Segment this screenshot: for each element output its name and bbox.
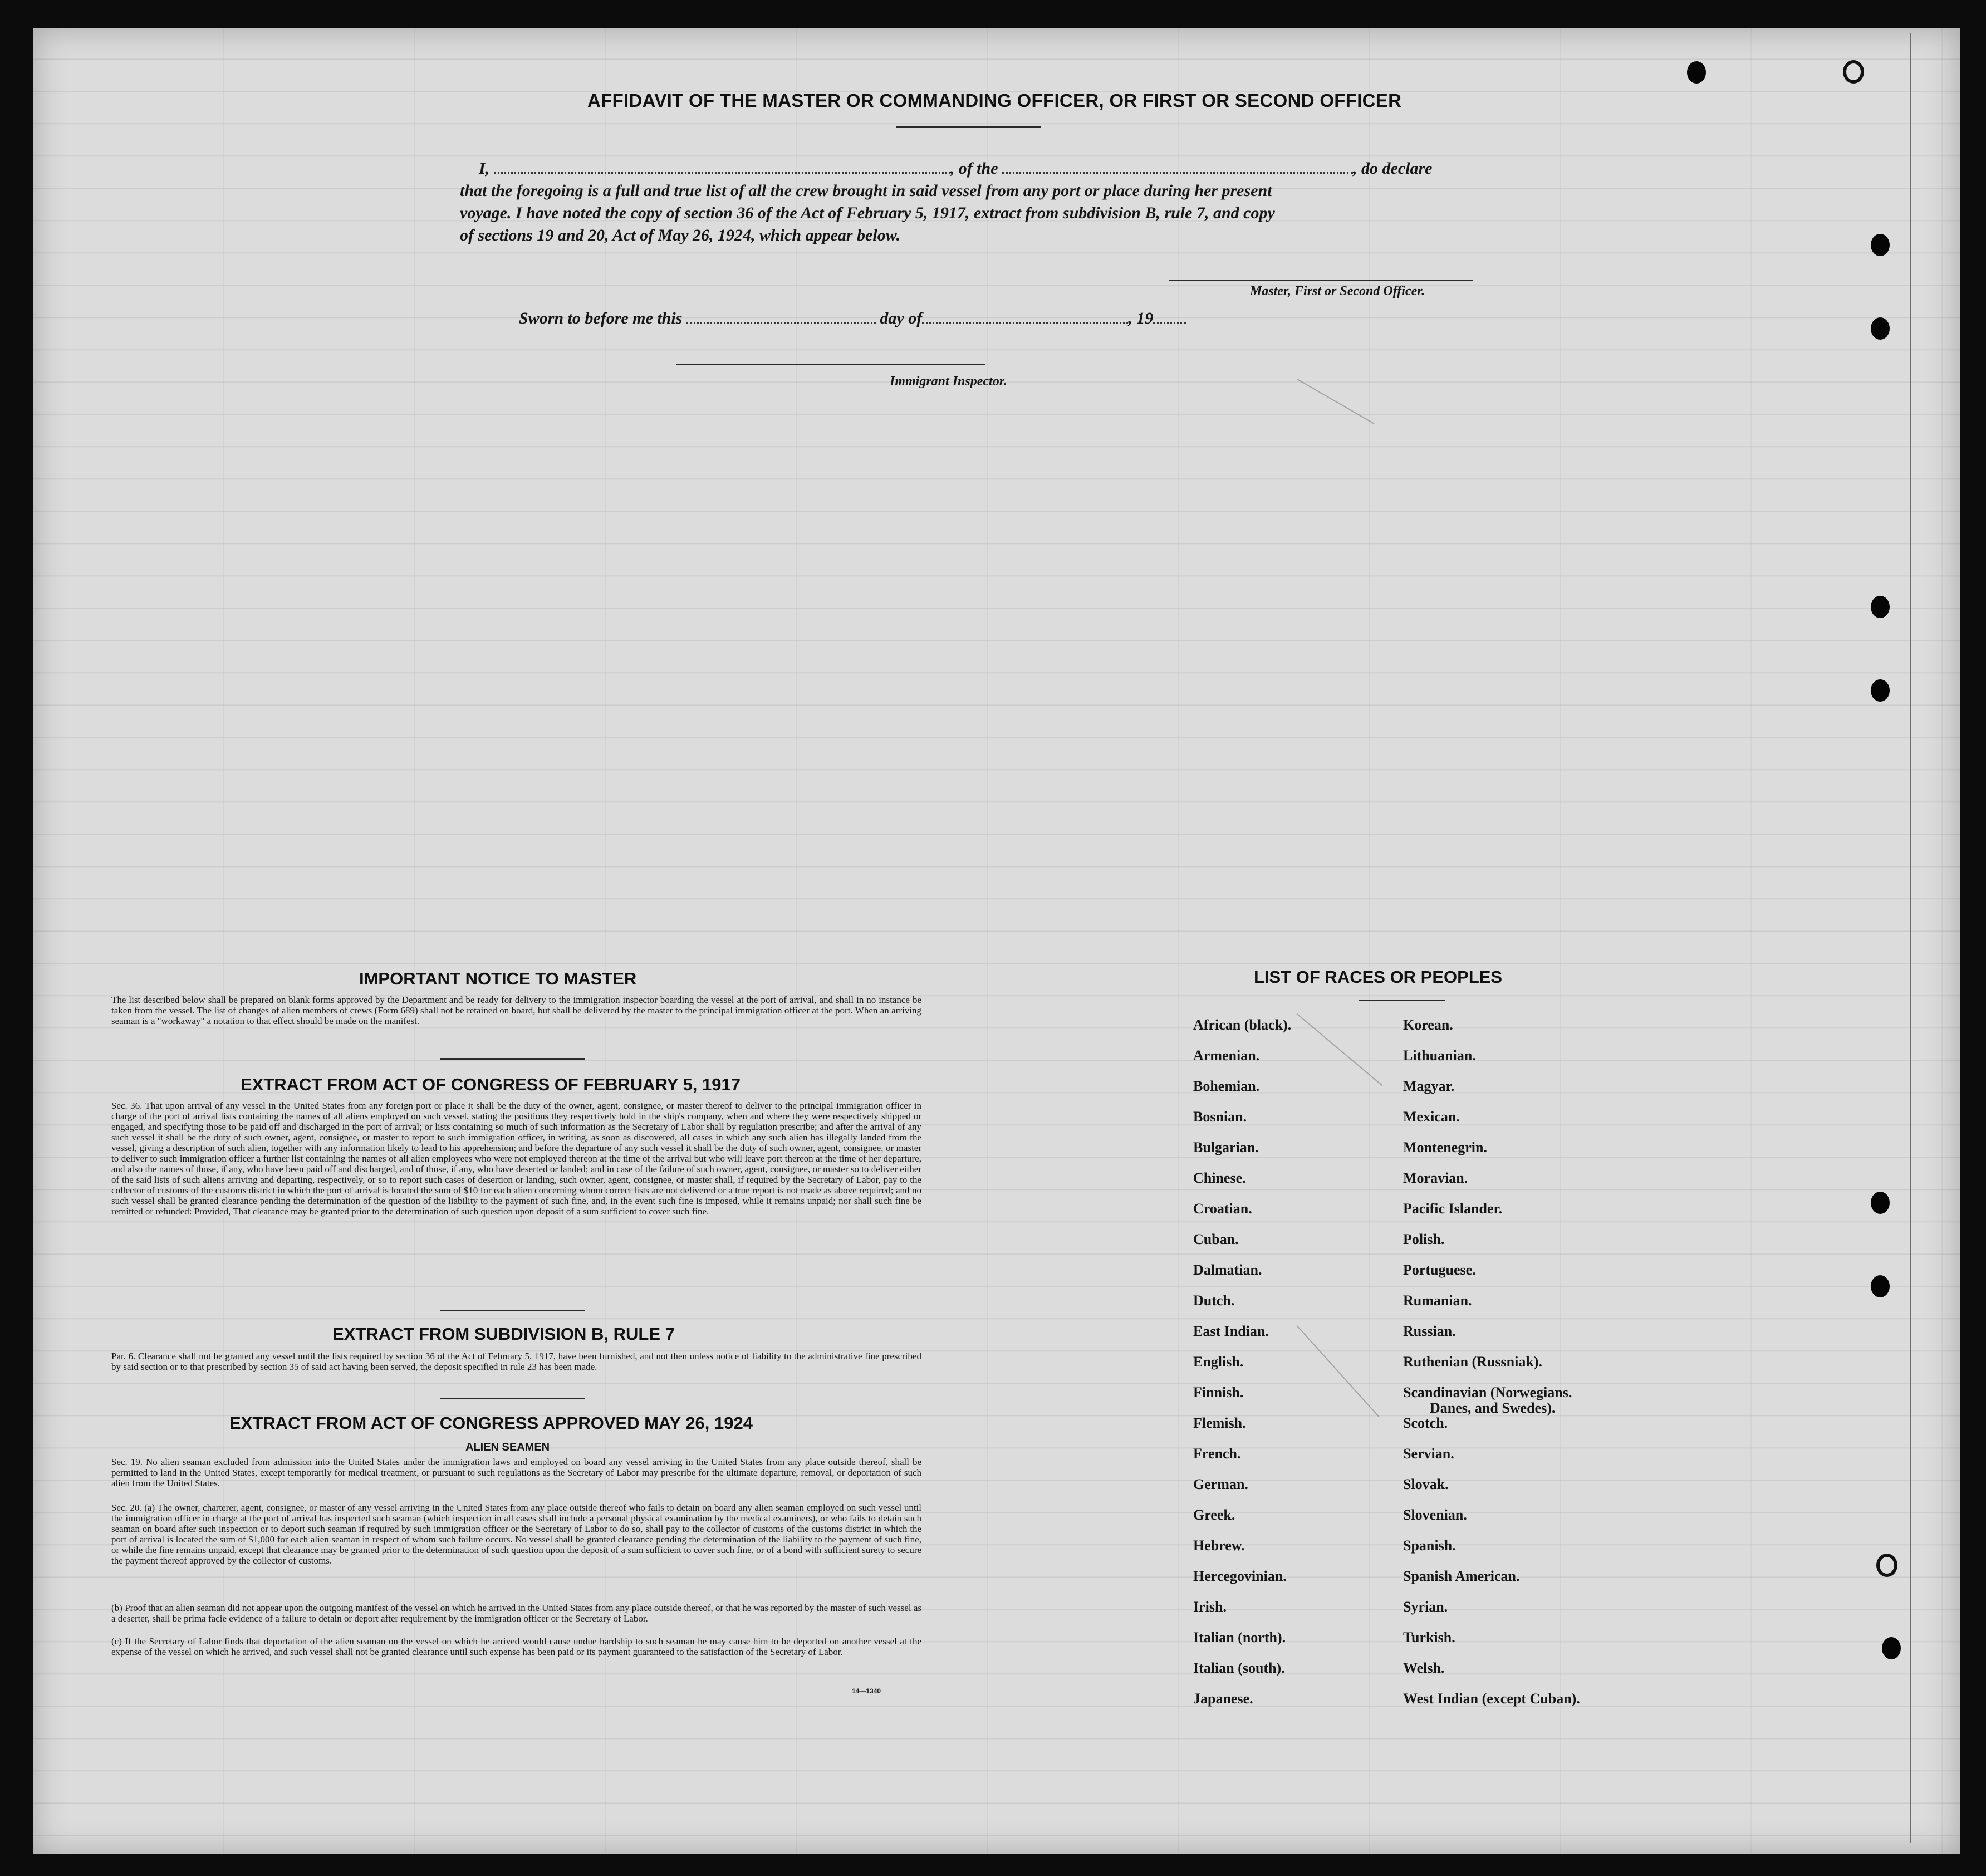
extract-1917-divider: [440, 1310, 585, 1311]
sworn-day-field[interactable]: [686, 322, 876, 324]
rule7-divider: [440, 1398, 585, 1399]
race-item-left: Bohemian.: [1193, 1078, 1260, 1094]
race-item-left: Bosnian.: [1193, 1109, 1247, 1125]
race-item-left: Chinese.: [1193, 1170, 1246, 1186]
race-item-left: Italian (south).: [1193, 1660, 1285, 1676]
race-item-right: Spanish.: [1403, 1537, 1456, 1554]
declaration-line-3: voyage. I have noted the copy of section 36 of the Act of February 5, 1917, extract from subdivision B, rule 7, and copy: [460, 204, 1275, 222]
do-declare-label: , do declare: [1353, 159, 1433, 178]
extract-1917-title: EXTRACT FROM ACT OF CONGRESS OF FEBRUARY 5, 1917: [241, 1075, 741, 1094]
notice-divider: [440, 1058, 585, 1060]
extract-1924-title: EXTRACT FROM ACT OF CONGRESS APPROVED MAY 26, 1924: [229, 1413, 753, 1433]
day-of-label: day of: [880, 309, 923, 327]
inspector-signature-line[interactable]: [676, 364, 985, 365]
sworn-year-field[interactable]: [1153, 322, 1186, 324]
races-left-column: [1193, 1017, 1405, 1718]
binder-hole-ring: [1843, 60, 1864, 84]
binder-hole: [1687, 61, 1706, 84]
race-item-left: African (black).: [1193, 1017, 1292, 1033]
race-item-right: Moravian.: [1403, 1170, 1468, 1186]
declaration-line-4: of sections 19 and 20, Act of May 26, 1924, which appear below.: [460, 226, 901, 244]
race-item-right: Servian.: [1403, 1446, 1454, 1462]
declarant-prefix: I,: [479, 159, 490, 178]
race-item-right: Welsh.: [1403, 1660, 1445, 1676]
race-item-left: Croatian.: [1193, 1201, 1252, 1217]
race-item-right: Scotch.: [1403, 1415, 1448, 1431]
race-item-right: Korean.: [1403, 1017, 1453, 1033]
section-20c-text: (c) If the Secretary of Labor finds that deportation of the alien seaman on the vessel on which he arrived would cause undue hardship to such seaman he may cause him to be deported on another vessel at the expense of the vessel on which he arrived, and such vessel shall not be granted clearance until such expense has been paid or its payment guaranteed to the satisfaction of the Secretary of Labor.: [111, 1636, 921, 1657]
alien-seamen-subtitle: ALIEN SEAMEN: [465, 1441, 550, 1453]
binder-hole: [1871, 679, 1890, 702]
race-item-right: Slovak.: [1403, 1476, 1449, 1492]
race-item-left: English.: [1193, 1354, 1244, 1370]
race-item-right: Danes, and Swedes).: [1430, 1400, 1556, 1416]
races-title-rule: [1359, 1000, 1445, 1001]
declaration-line-1: [479, 159, 1432, 178]
declarant-name-field[interactable]: [494, 172, 950, 174]
year-prefix-label: , 19: [1128, 309, 1154, 327]
race-item-left: Cuban.: [1193, 1231, 1239, 1247]
binder-hole: [1871, 1192, 1890, 1214]
race-item-right: Portuguese.: [1403, 1262, 1476, 1278]
race-item-left: Hebrew.: [1193, 1537, 1245, 1554]
notice-title: IMPORTANT NOTICE TO MASTER: [359, 969, 637, 988]
race-item-left: Bulgarian.: [1193, 1139, 1259, 1155]
race-item-right: Spanish American.: [1403, 1568, 1520, 1584]
race-item-right: Magyar.: [1403, 1078, 1455, 1094]
race-item-right: Syrian.: [1403, 1599, 1448, 1615]
affidavit-title: AFFIDAVIT OF THE MASTER OR COMMANDING OFFICER, OR FIRST OR SECOND OFFICER: [587, 90, 1402, 111]
race-item-left: Japanese.: [1193, 1691, 1253, 1707]
race-item-right: Ruthenian (Russniak).: [1403, 1354, 1542, 1370]
extract-1917-text: Sec. 36. That upon arrival of any vessel in the United States from any foreign port or place it shall be the duty of the owner, agent, consignee, or master thereof to deliver to the principal immigration officer in charge of the port of arrival lists containing the names of all aliens employed on such vessel, stating the positions they respectively hold in the ship's company, when and where they were respectively shipped or engaged, and specifying those to be paid off and discharged in the port of arrival; or lists containing so much of such information as the Secretary of Labor shall by regulation prescribe; and after the arrival of any such vessel it shall be the duty of such owner, agent, consignee, or master to report to such immigration officer, in writing, as soon as discovered, all cases in which any such alien has illegally landed from the vessel, giving a description of such alien, together with any information likely to lead to his apprehension; and before the departure of any such vessel it shall be the duty of such owner, agent, consignee, or master to deliver to such immigration officer a further list containing the names of all alien employees who were not employed thereon at the time of the arrival but who will leave port thereon at the time of her departure, and also the names of those, if any, who have been paid off and discharged, and of those, if any, who have deserted or landed; and in case of the failure of such owner, agent, consignee, or master so to deliver either of the said lists of such aliens arriving and departing, respectively, or so to report such cases of desertion or landing, such owner, agent, consignee, or master shall, if required by the Secretary of Labor, pay to the collector of customs of the customs district in which the port of arrival is located the sum of $10 for each alien concerning whom correct lists are not delivered or a true report is not made as above required; and no such vessel shall be granted clearance pending the determination of the question of the liability to the payment of such fine, and, in the event such fine is imposed, while it remains unpaid; nor shall such fine be remitted or refunded: Provided, That clearance may be granted prior to the determination of such question upon deposit of a sum sufficient to cover such fine.: [111, 1100, 921, 1217]
form-number: 14—1340: [852, 1687, 881, 1695]
race-item-left: French.: [1193, 1446, 1241, 1462]
section-20b-text: (b) Proof that an alien seaman did not appear upon the outgoing manifest of the vessel on which he arrived in the United States from any place outside thereof, or that he was reported by the master of such vessel as a deserter, shall be prima facie evidence of a failure to detain or deport after requirement by the immigration officer or the Secretary of Labor.: [111, 1603, 921, 1624]
race-item-right: Lithuanian.: [1403, 1047, 1476, 1064]
race-item-left: East Indian.: [1193, 1323, 1269, 1339]
race-item-right: Polish.: [1403, 1231, 1445, 1247]
race-item-left: German.: [1193, 1476, 1248, 1492]
section-19-text: Sec. 19. No alien seaman excluded from admission into the United States under the immigration laws and employed on board any vessel arriving in the United States from any place outside thereof, shall be permitted to land in the United States, except temporarily for medical treatment, or pursuant to such regulations as the Secretary of Labor may prescribe for the ultimate departure, removal, or deportation of such alien from the United States.: [111, 1457, 921, 1488]
master-signature-line[interactable]: [1169, 280, 1473, 281]
section-20a-text: Sec. 20. (a) The owner, charterer, agent, consignee, or master of any vessel arriving in the United States from any place outside thereof who fails to detain on board any alien seaman employed on such vessel until the immigration officer in charge at the port of arrival has inspected such seaman (which inspection in all cases shall include a personal physical examination by the medical examiners), or who fails to detain such seaman on board after such inspection or to deport such seaman if required by such immigration officer or the Secretary of Labor to do so, shall pay to the collector of customs of the customs district in which the port of arrival is located the sum of $1,000 for each alien seaman in respect of whom such failure occurs. No vessel shall be granted clearance pending the determination of the liability to the payment of such fine, or while the fine remains unpaid, except that clearance may be granted prior to the determination of such question upon the deposit of a sum sufficient to cover such fine, or of a bond with sufficient surety to secure the payment thereof approved by the collector of customs.: [111, 1502, 921, 1566]
binder-hole: [1871, 317, 1890, 340]
binder-hole: [1882, 1637, 1901, 1659]
rule7-text: Par. 6. Clearance shall not be granted any vessel until the lists required by section 36 of the Act of February 5, 1917, have been furnished, and not then unless notice of liability to the administrative fine prescribed by said section or to that prescribed by section 35 of said act having been served, the deposit specified in rule 23 has been made.: [111, 1351, 921, 1372]
binder-hole: [1871, 596, 1890, 618]
page-edge-line: [1910, 33, 1911, 1843]
sworn-line: [519, 309, 1186, 328]
race-item-right: Mexican.: [1403, 1109, 1460, 1125]
race-item-left: Hercegovinian.: [1193, 1568, 1287, 1584]
declaration-line-2: that the foregoing is a full and true list of all the crew brought in said vessel from any port or place during her present: [460, 182, 1272, 200]
race-item-left: Greek.: [1193, 1507, 1235, 1523]
races-right-column: [1403, 1017, 1693, 1718]
rule7-title: EXTRACT FROM SUBDIVISION B, RULE 7: [332, 1324, 675, 1344]
affidavit-title-rule: [896, 126, 1041, 128]
vessel-name-field[interactable]: [1002, 172, 1353, 174]
race-item-right: Slovenian.: [1403, 1507, 1467, 1523]
race-item-right: Russian.: [1403, 1323, 1456, 1339]
of-the-label: , of the: [950, 159, 998, 178]
sworn-before-label: Sworn to before me this: [519, 309, 683, 327]
race-item-right: Rumanian.: [1403, 1292, 1472, 1309]
race-item-left: Irish.: [1193, 1599, 1227, 1615]
notice-text: The list described below shall be prepared on blank forms approved by the Department and be ready for delivery to the immigration inspector boarding the vessel at the port of arrival, and shall in no instance be taken from the vessel. The list of changes of alien members of crews (Form 689) shall not be retained on board, but shall be delivered by the master to the principal immigration officer at the port. When an arriving seaman is a "workaway" a notation to that effect should be made on the manifest.: [111, 995, 921, 1026]
race-item-left: Dalmatian.: [1193, 1262, 1262, 1278]
race-item-right: Scandinavian (Norwegians.: [1403, 1384, 1572, 1400]
binder-hole: [1871, 234, 1890, 256]
race-item-left: Finnish.: [1193, 1384, 1244, 1400]
race-item-left: Flemish.: [1193, 1415, 1246, 1431]
race-item-left: Italian (north).: [1193, 1629, 1286, 1645]
race-item-right: Pacific Islander.: [1403, 1201, 1503, 1217]
race-item-left: Dutch.: [1193, 1292, 1235, 1309]
binder-hole-ring: [1876, 1554, 1897, 1577]
race-item-right: Montenegrin.: [1403, 1139, 1487, 1155]
binder-hole: [1871, 1275, 1890, 1297]
sworn-month-field[interactable]: [922, 322, 1128, 324]
master-signature-label: Master, First or Second Officer.: [1250, 284, 1425, 298]
race-item-right: Turkish.: [1403, 1629, 1455, 1645]
inspector-label: Immigrant Inspector.: [890, 374, 1007, 389]
race-item-right: West Indian (except Cuban).: [1403, 1691, 1580, 1707]
race-item-left: Armenian.: [1193, 1047, 1260, 1064]
races-title: LIST OF RACES OR PEOPLES: [1254, 967, 1503, 987]
